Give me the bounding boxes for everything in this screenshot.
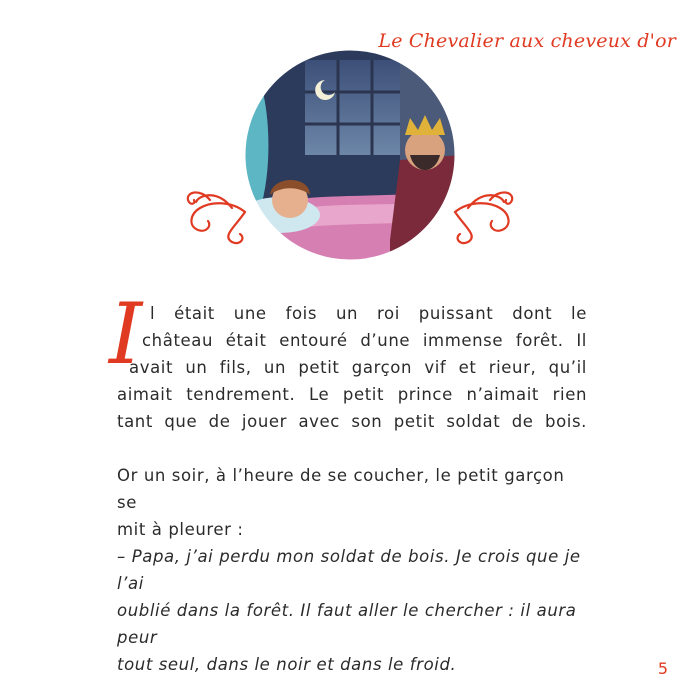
text-line: l était une fois un roi puissant dont le bbox=[150, 304, 587, 323]
night-bedroom-scene-illustration bbox=[160, 40, 540, 270]
second-paragraph bbox=[117, 462, 587, 678]
chapter-illustration bbox=[160, 40, 540, 270]
dialogue-line: tout seul, dans le noir et dans le froid. bbox=[117, 655, 457, 674]
right-flourish-ornament bbox=[455, 192, 512, 243]
drop-cap: I bbox=[109, 285, 143, 383]
running-title: Le Chevalier aux cheveux d'or bbox=[378, 30, 676, 52]
dialogue-line: – Papa, j’ai perdu mon soldat de bois. Je crois que je l’ai bbox=[117, 547, 581, 593]
text-line: aimait tendrement. Le petit prince n’aimait rien bbox=[117, 385, 587, 404]
left-flourish-ornament bbox=[188, 192, 245, 243]
page-number: 5 bbox=[657, 659, 668, 678]
story-text bbox=[109, 285, 587, 678]
text-line: mit à pleurer : bbox=[117, 520, 244, 539]
text-line: tant que de jouer avec son petit soldat de bois. bbox=[117, 412, 587, 431]
text-line: Or un soir, à l’heure de se coucher, le petit garçon se bbox=[117, 466, 565, 512]
opening-paragraph bbox=[109, 285, 587, 435]
text-line: avait un fils, un petit garçon vif et rieur, qu’il bbox=[129, 358, 587, 377]
dialogue-line: oublié dans la forêt. Il faut aller le chercher : il aura peur bbox=[117, 601, 577, 647]
text-line: château était entouré d’une immense forêt. Il bbox=[142, 331, 587, 350]
